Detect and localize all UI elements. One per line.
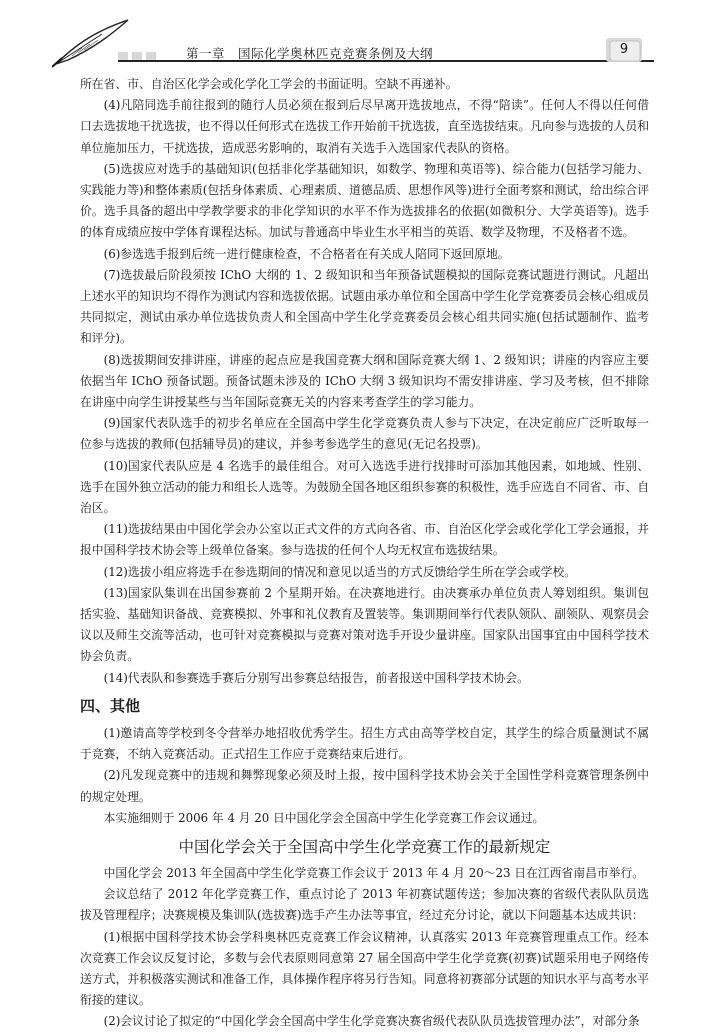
paragraph: 所在省、市、自治区化学会或化学化工学会的书面证明。空缺不再递补。 (80, 77, 458, 91)
paragraph: (10)国家代表队应是 4 名选手的最佳组合。对可入选选手进行找排时可添加其他因素，如地域、性别、选手在国外独立活动的能力和组长人选等。为鼓励全国各地区组织参赛的积极性，选手应选自不同省、市、自治区。 (80, 458, 649, 516)
paragraph: 会议总结了 2012 年化学竞赛工作，重点讨论了 2013 年初赛试题传送；参加决赛的省级代表队队员选拔及管理程序；决赛规模及集训队(选拔赛)选手产生办法等事宜，经过充分讨论，就以下问题基本达成共识： (80, 887, 649, 923)
paragraph: (7)选拔最后阶段须按 IChO 大纲的 1、2 级知识和当年预备试题模拟的国际竞赛试题进行测试。凡超出上述水平的知识均不得作为测试内容和选拔依据。试题由承办单位和全国高中学生化学竞赛委员会核心组成员共同拟定，测试由承办单位选拔负责人和全国高中学生化学竞赛委员会核心组共同实施(包括试题制作、监考和评分)。 (80, 267, 649, 346)
paragraph: 中国化学会 2013 年全国高中学生化学竞赛工作会议于 2013 年 4 月 20～23 日在江西省南昌市举行。 (103, 865, 645, 880)
paragraph: (8)选拔期间安排讲座，讲座的起点应是我国竞赛大纲和国际竞赛大纲 1、2 级知识；讲座的内容应主要依据当年 IChO 预备试题。预备试题未涉及的 IChO 大纲 3 级知识均不需安排讲座、学习及考核，但不排除在讲座中向学生讲授某些与当年国际竞赛无关的内容来考查学生的学习能力。 (80, 352, 649, 410)
paragraph: (13)国家队集训在出国参赛前 2 个星期开始。在决赛地进行。由决赛承办单位负责人筹划组织。集训包括实验、基础知识备战、竞赛模拟、外事和礼仪教育及置装等。集训期间举行代表队领队、副领队、观察员会议以及师生交流等活动，也可针对竞赛模拟与竞赛对策对选手开设少量讲座。国家队出国事宜由中国科学技术协会负责。 (80, 585, 649, 664)
header-decoration (118, 52, 128, 60)
paragraph: (6)参选选手报到后统一进行健康检查，不合格者在有关成人陪同下返回原地。 (103, 246, 510, 261)
paragraph: (12)选拔小组应将选手在参选期间的情况和意见以适当的方式反馈给学生所在学会或学校。 (103, 564, 577, 579)
page-header (0, 0, 706, 70)
chapter-title: 第一章 国际化学奥林匹克竞赛条例及大纲 (186, 46, 434, 61)
header-decoration (132, 52, 142, 60)
page-body (80, 74, 649, 1033)
page-number: 9 (619, 42, 629, 57)
section-heading: 四、其他 (80, 696, 141, 715)
article-title: 中国化学会关于全国高中学生化学竞赛工作的最新规定 (178, 837, 551, 856)
paragraph: (2)凡发现竞赛中的违规和舞弊现象必须及时上报，按中国科学技术协会关于全国性学科竞赛管理条例中的规定处理。 (80, 768, 649, 804)
paragraph: (4)凡陪同选手前往报到的随行人员必须在报到后尽早离开选拔地点，不得“陪读”。任何人不得以任何借口去选拔地干扰选拔，也不得以任何形式在选拔工作开始前干扰选拔，直至选拔结束。凡向参与选拔的人员和单位施加压力，干扰选拔，造成恶劣影响的，取消有关选手入选国家代表队的资格。 (80, 98, 649, 155)
paragraph: (9)国家代表队选手的初步名单应在全国高中学生化学竞赛负责人参与下决定，在决定前应广泛听取每一位参与选拔的教师(包括辅导员)的建议，并参考参选学生的意见(无记名投票)。 (80, 416, 649, 452)
paragraph: (2)会议讨论了拟定的“中国化学会全国高中学生化学竞赛决赛省级代表队队员选拔管理办法”，对部分条 (103, 1014, 640, 1029)
paragraph: 本实施细则于 2006 年 4 月 20 日中国化学会全国高中学生化学竞赛工作会议通过。 (103, 810, 545, 825)
paragraph: (1)根据中国科学技术协会学科奥林匹克竞赛工作会议精神，认真落实 2013 年竞赛管理重点工作。经本次竞赛工作会议反复讨论，多数与会代表原则同意第 27 届全国高中学生化学竞赛(初赛)试题采用电子网络传送方式，并积极落实测试和准备工作，具体操作程序将另行告知。同意将初赛部分试题的知识水平与高考水平衔接的建议。 (80, 929, 649, 1008)
paragraph: (5)选拔应对选手的基础知识(包括非化学基础知识，如数学、物理和英语等)、综合能力(包括学习能力、实践能力等)和整体素质(包括身体素质、心理素质、道德品质、思想作风等)进行全面考察和测试，给出综合评价。选手具备的超出中学教学要求的非化学知识的水平不作为选拔排名的依据(如微积分、大学英语等)。选手的体育成绩应按中学体育课程达标。加试与普通高中毕业生水平相当的英语、数学及物理，不及格者不选。 (80, 161, 649, 240)
paragraph: (1)邀请高等学校到冬令营举办地招收优秀学生。招生方式由高等学校自定，其学生的综合质量测试不属于竞赛，不纳入竞赛活动。正式招生工作应于竞赛结束后进行。 (80, 725, 649, 762)
header-decoration (146, 52, 156, 60)
paragraph: (14)代表队和参赛选手赛后分别写出参赛总结报告，前者报送中国科学技术协会。 (103, 670, 529, 685)
paragraph: (11)选拔结果由中国化学会办公室以正式文件的方式向各省、市、自治区化学会或化学化工学会通报，并报中国科学技术协会等上级单位备案。参与选拔的任何个人均无权宣布选拔结果。 (80, 522, 649, 558)
